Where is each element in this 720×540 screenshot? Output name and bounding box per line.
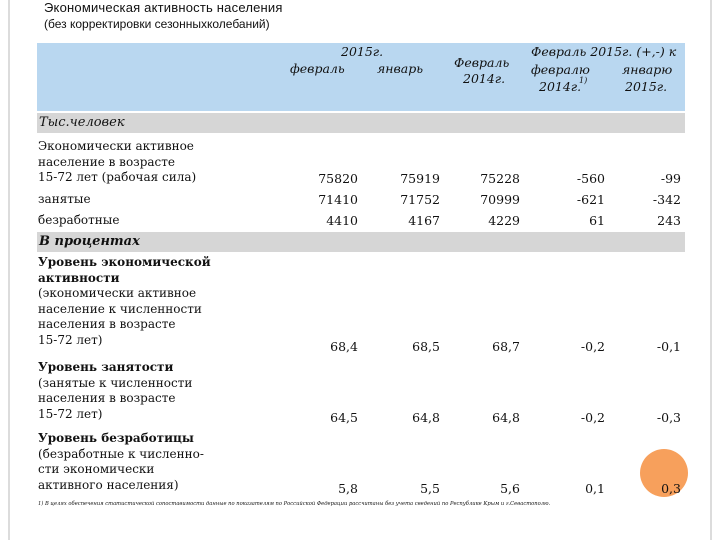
header-jan: январь xyxy=(377,61,424,76)
cell: 71410 xyxy=(318,192,358,207)
cell: 0,3 xyxy=(661,481,681,496)
footnote: 1) В целях обеспечения статистической сопоставимости данные по показателям по Российской Федерации рассчитаны без учета сведений по Республике Крым и г.Севастополю. xyxy=(38,501,551,507)
header-footnote-mark: 1) xyxy=(579,76,588,85)
row-unemployed-label xyxy=(38,213,119,229)
label-line: населения в возрасте xyxy=(38,317,176,331)
cell: 75228 xyxy=(480,171,520,186)
label-bold-line: активности xyxy=(38,270,120,285)
cell: 4229 xyxy=(488,213,520,228)
section-percent xyxy=(37,232,685,252)
cell: 64,8 xyxy=(412,410,440,425)
cell: 4167 xyxy=(408,213,440,228)
cell: -0,2 xyxy=(580,410,605,425)
cell: 64,8 xyxy=(492,410,520,425)
label-line: население к численности xyxy=(38,301,202,316)
row-labor-force-label xyxy=(38,139,196,186)
label-bold-line: Уровень занятости xyxy=(38,360,174,374)
cell: -0,2 xyxy=(580,339,605,354)
label-bold-line: Уровень безработицы xyxy=(38,431,194,445)
cell: 243 xyxy=(657,213,681,228)
label-line: населения в возрасте xyxy=(38,391,176,405)
header-feb2014-line2: 2014г. xyxy=(463,71,506,86)
section-thousands-label: Тыс.человек xyxy=(39,115,125,130)
header-to-jan-line1: январю xyxy=(622,62,673,77)
left-border xyxy=(8,0,10,540)
label-line: Экономически активное xyxy=(38,139,194,153)
row-employed-label xyxy=(38,192,91,208)
header-to-jan-line2: 2015г. xyxy=(625,79,668,94)
label-line: (занятые к численности xyxy=(38,375,193,390)
header-feb2014-line1: Февраль xyxy=(454,55,510,70)
table-header xyxy=(37,43,685,111)
cell: 75919 xyxy=(400,171,440,186)
label-line: 15-72 лет (рабочая сила) xyxy=(38,170,197,184)
cell: 5,6 xyxy=(500,481,520,496)
cell: 68,5 xyxy=(412,339,440,354)
cell: 5,5 xyxy=(420,481,440,496)
cell: -342 xyxy=(652,192,681,207)
cell: 68,7 xyxy=(492,339,520,354)
row-unemployment-rate-label xyxy=(38,431,204,493)
label-line: 15-72 лет) xyxy=(38,332,103,347)
section-percent-label: В процентах xyxy=(39,234,140,249)
cell: 64,5 xyxy=(330,410,358,425)
label-line: активного населения) xyxy=(38,477,179,492)
label-line: (безработные к численно- xyxy=(38,446,204,461)
row-activity-rate-label xyxy=(38,255,211,348)
section-thousands xyxy=(37,113,685,133)
label-line: (экономически активное xyxy=(38,286,197,300)
cell: 70999 xyxy=(480,192,520,207)
right-border xyxy=(710,0,712,540)
label-line: сти экономически xyxy=(38,462,155,476)
cell: -0,3 xyxy=(656,410,681,425)
cell: -0,1 xyxy=(656,339,681,354)
cell: 71752 xyxy=(400,192,440,207)
cell: 5,8 xyxy=(338,481,358,496)
header-year-2015: 2015г. xyxy=(341,44,384,59)
header-to-feb-line2: 2014г. xyxy=(539,79,582,94)
header-to-feb-line1: февралю xyxy=(531,62,590,77)
header-feb: февраль xyxy=(290,61,345,76)
row-employment-rate-label xyxy=(38,360,192,422)
cell: 0,1 xyxy=(585,481,605,496)
label-line: население в возрасте xyxy=(38,154,176,169)
header-change-title: Февраль 2015г. (+,-) к xyxy=(531,44,677,59)
slide-subtitle: (без корректировки сезонныхколебаний) xyxy=(44,17,270,31)
cell: 75820 xyxy=(318,171,358,186)
cell: -99 xyxy=(660,171,681,186)
cell: -621 xyxy=(576,192,605,207)
slide-title: Экономическая активность населения xyxy=(44,0,283,15)
cell: 4410 xyxy=(326,213,358,228)
label-line: 15-72 лет) xyxy=(38,406,103,421)
label-line: занятые xyxy=(38,192,91,206)
cell: 68,4 xyxy=(330,339,358,354)
cell: 61 xyxy=(589,213,605,228)
label-bold-line: Уровень экономической xyxy=(38,255,211,269)
label-line: безработные xyxy=(38,213,120,227)
cell: -560 xyxy=(576,171,605,186)
